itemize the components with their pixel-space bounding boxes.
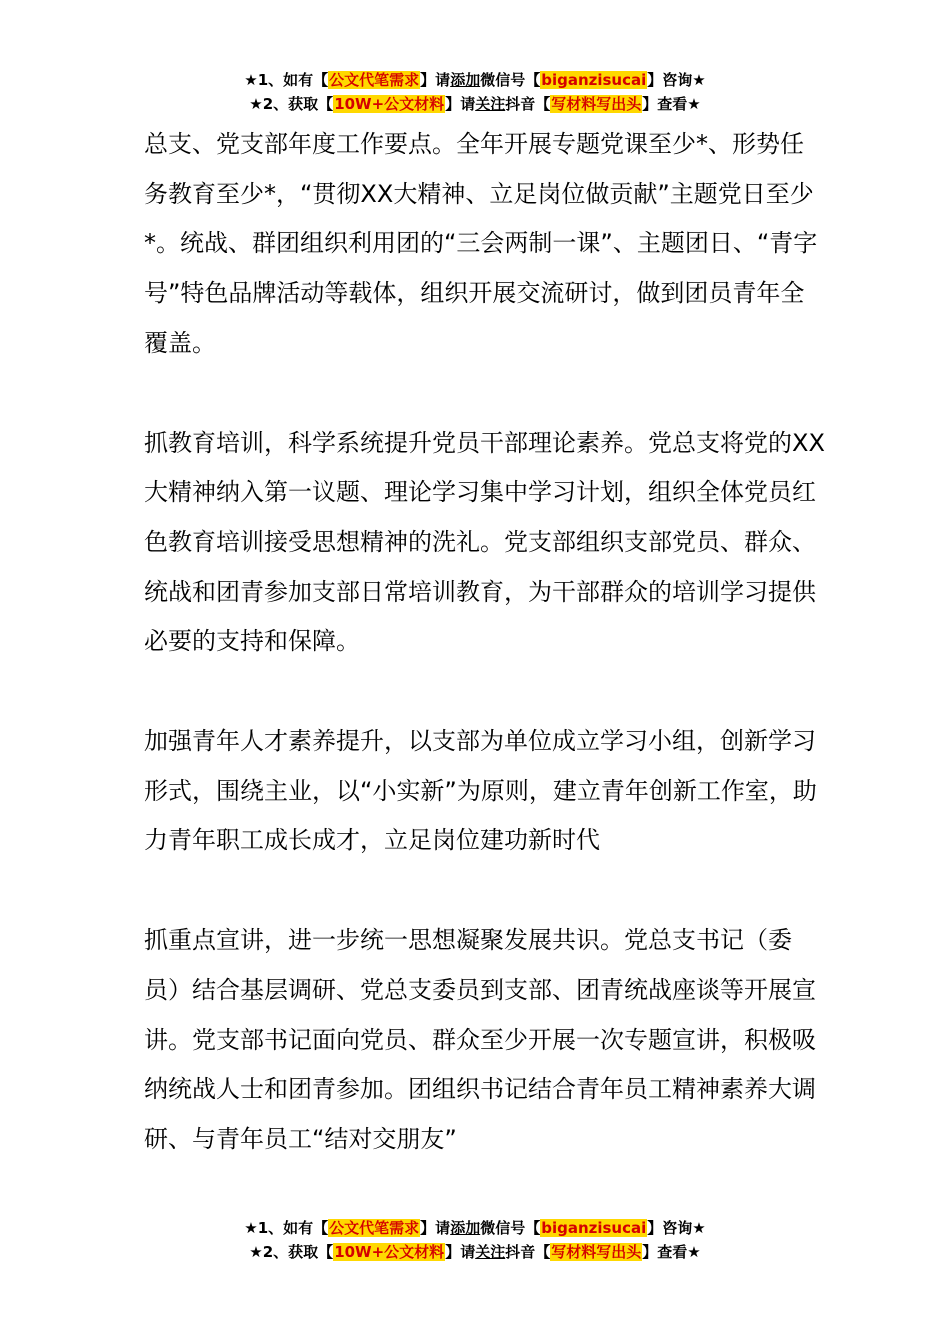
paragraph: 总支、党支部年度工作要点。全年开展专题党课至少*、形势任务教育至少*，“贯彻XX大精神、立足岗位做贡献”主题党日至少*。统战、群团组织利用团的“三会两制一课”、主题团日、“青字号”特色品牌活动等载体，组织开展交流研讨，做到团员青年全覆盖。: [144, 130, 818, 357]
banner-text: 】咨询★: [647, 1219, 706, 1237]
banner-line-1: [0, 1216, 950, 1240]
banner-text: 微信号【: [480, 1219, 541, 1237]
banner-text: 】请: [445, 1243, 476, 1261]
paragraph: 加强青年人才素养提升，以支部为单位成立学习小组，创新学习形式，围绕主业，以“小实新”为原则，建立青年创新工作室，助力青年职工成长成才，立足岗位建功新时代: [144, 727, 817, 855]
banner-text: 】查看★: [642, 95, 701, 113]
banner-highlight: 10W+公文材料: [334, 1243, 445, 1261]
paragraph: 抓教育培训，科学系统提升党员干部理论素养。党总支将党的XX大精神纳入第一议题、理论学习集中学习计划，组织全体党员红色教育培训接受思想精神的洗礼。党支部组织支部党员、群众、统战和团青参加支部日常培训教育，为干部群众的培训学习提供必要的支持和保障。: [144, 428, 825, 656]
banner-highlight: 公文代笔需求: [329, 1219, 420, 1237]
banner-text: 】请: [445, 95, 476, 113]
banner-text: 抖音【: [505, 95, 551, 113]
banner-highlight: biganzisucai: [541, 1219, 647, 1237]
banner-line-2: [0, 1240, 950, 1264]
banner-text: 】请: [420, 1219, 451, 1237]
banner-text: 微信号【: [480, 71, 541, 89]
banner-highlight: 写材料写出头: [551, 95, 642, 113]
banner-line-2: [0, 92, 950, 116]
header-banner: [0, 68, 950, 116]
banner-underline: 关注: [475, 1243, 506, 1261]
banner-highlight: biganzisucai: [541, 71, 647, 89]
banner-text: 】咨询★: [647, 71, 706, 89]
banner-text: 】查看★: [642, 1243, 701, 1261]
banner-text: 抖音【: [505, 1243, 551, 1261]
banner-underline: 关注: [475, 95, 506, 113]
banner-text: ★1、如有【: [244, 71, 329, 89]
document-body: [144, 120, 826, 1165]
banner-text: ★1、如有【: [244, 1219, 329, 1237]
banner-text: 】请: [420, 71, 451, 89]
footer-banner: [0, 1216, 950, 1264]
banner-highlight: 写材料写出头: [551, 1243, 642, 1261]
banner-text: ★2、获取【: [249, 95, 334, 113]
banner-underline: 添加: [450, 1219, 481, 1237]
paragraph: 抓重点宣讲，进一步统一思想凝聚发展共识。党总支书记（委员）结合基层调研、党总支委员到支部、团青统战座谈等开展宣讲。党支部书记面向党员、群众至少开展一次专题宣讲，积极吸纳统战人士和团青参加。团组织书记结合青年员工精神素养大调研、与青年员工“结对交朋友”: [144, 926, 816, 1153]
banner-highlight: 公文代笔需求: [329, 71, 420, 89]
banner-highlight: 10W+公文材料: [334, 95, 445, 113]
banner-line-1: [0, 68, 950, 92]
banner-underline: 添加: [450, 71, 481, 89]
banner-text: ★2、获取【: [249, 1243, 334, 1261]
